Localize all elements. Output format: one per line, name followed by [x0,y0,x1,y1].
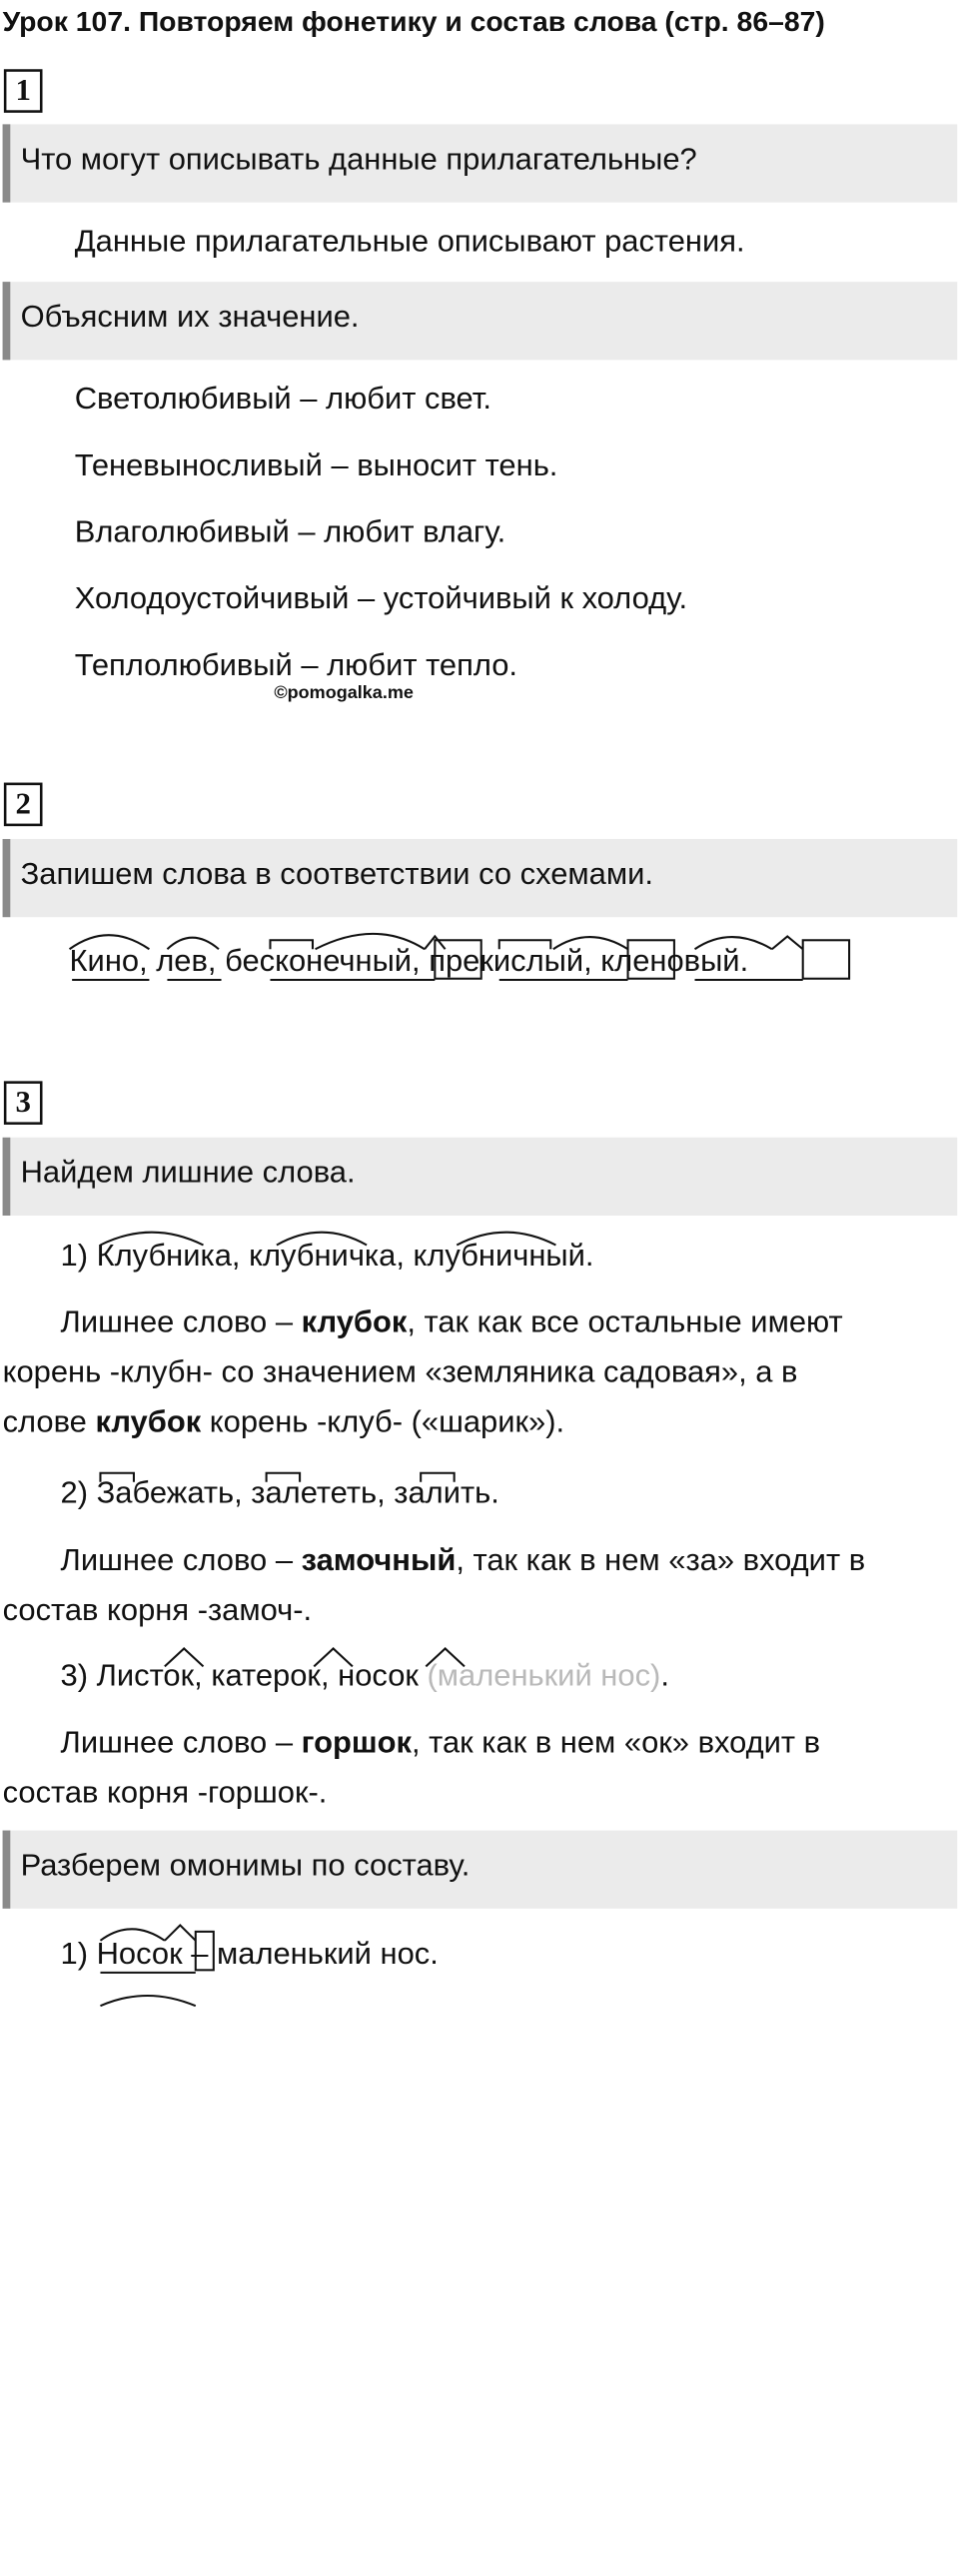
explanation-text: состав корня -замоч-. [2,1593,313,1628]
root-arc [277,1233,367,1246]
word-scheme-line: Кино, лев, бесконечный, прекислый, кленовый. [69,944,749,979]
list-item: 1) Клубника, клубничка, клубничный. [60,1239,594,1274]
prefix-mark [100,1473,133,1482]
list-item: Влаголюбивый – любит влагу. [74,514,506,550]
list-item: 1) Носок – маленький нос. [60,1936,439,1972]
root-arc [100,1996,195,2006]
root-arc [100,1929,164,1941]
suffix-mark [426,1648,465,1666]
root-arc [167,938,219,950]
explanation-text: Лишнее слово – горшок, так как в нем «ок» входит в [60,1725,821,1761]
root-arc [100,1233,203,1246]
list-item: 3) Листок, катерок, носок (маленький нос). [60,1658,669,1694]
suffix-mark [314,1648,353,1666]
suffix-mark [165,1925,196,1940]
question-text: Что могут описывать данные прилагательные? [20,142,697,177]
list-item: 2) Забежать, залететь, залить. [60,1475,499,1510]
prefix-mark [499,940,551,949]
explanation-text: корень -клубн- со значением «земляника садовая», а в [2,1354,798,1390]
suffix-mark [165,1648,204,1666]
root-arc [316,934,425,949]
question-text: Объясним их значение. [20,300,360,335]
page-title: Урок 107. Повторяем фонетику и состав слова (стр. 86–87) [2,5,825,38]
prefix-mark [270,940,313,949]
question-text: Разберем омонимы по составу. [20,1848,471,1884]
list-item: Теневыносливый – выносит тень. [74,447,558,483]
ending-box [803,940,849,978]
question-text: Найдем лишние слова. [20,1155,356,1191]
answer-text: Данные прилагательные описывают растения. [74,224,745,260]
root-arc [457,1233,555,1246]
list-item: Светолюбивый – любит свет. [74,382,492,417]
prefix-mark [267,1473,300,1482]
task-number-1: 1 [4,69,43,113]
explanation-text: Лишнее слово – замочный, так как в нем «за» входит в [60,1543,866,1578]
prefix-mark [421,1473,454,1482]
explanation-text: слове клубок корень -клуб- («шарик»). [2,1404,565,1440]
root-arc [553,937,628,949]
explanation-text: Лишнее слово – клубок, так как все остальные имеют [60,1304,843,1340]
watermark: ©pomogalka.me [274,681,414,702]
ending-box [196,1932,214,1970]
question-text: Запишем слова в соответствии со схемами. [20,856,653,892]
list-item: Теплолюбивый – любит тепло. [74,647,517,683]
task-number-3: 3 [4,1081,43,1125]
suffix-mark [772,936,803,949]
root-arc [70,935,150,949]
list-item: Холодоустойчивый – устойчивый к холоду. [74,581,688,616]
explanation-text: состав корня -горшок-. [2,1775,328,1811]
root-arc [695,937,772,949]
ending-box [628,940,674,978]
task-number-2: 2 [4,783,43,827]
